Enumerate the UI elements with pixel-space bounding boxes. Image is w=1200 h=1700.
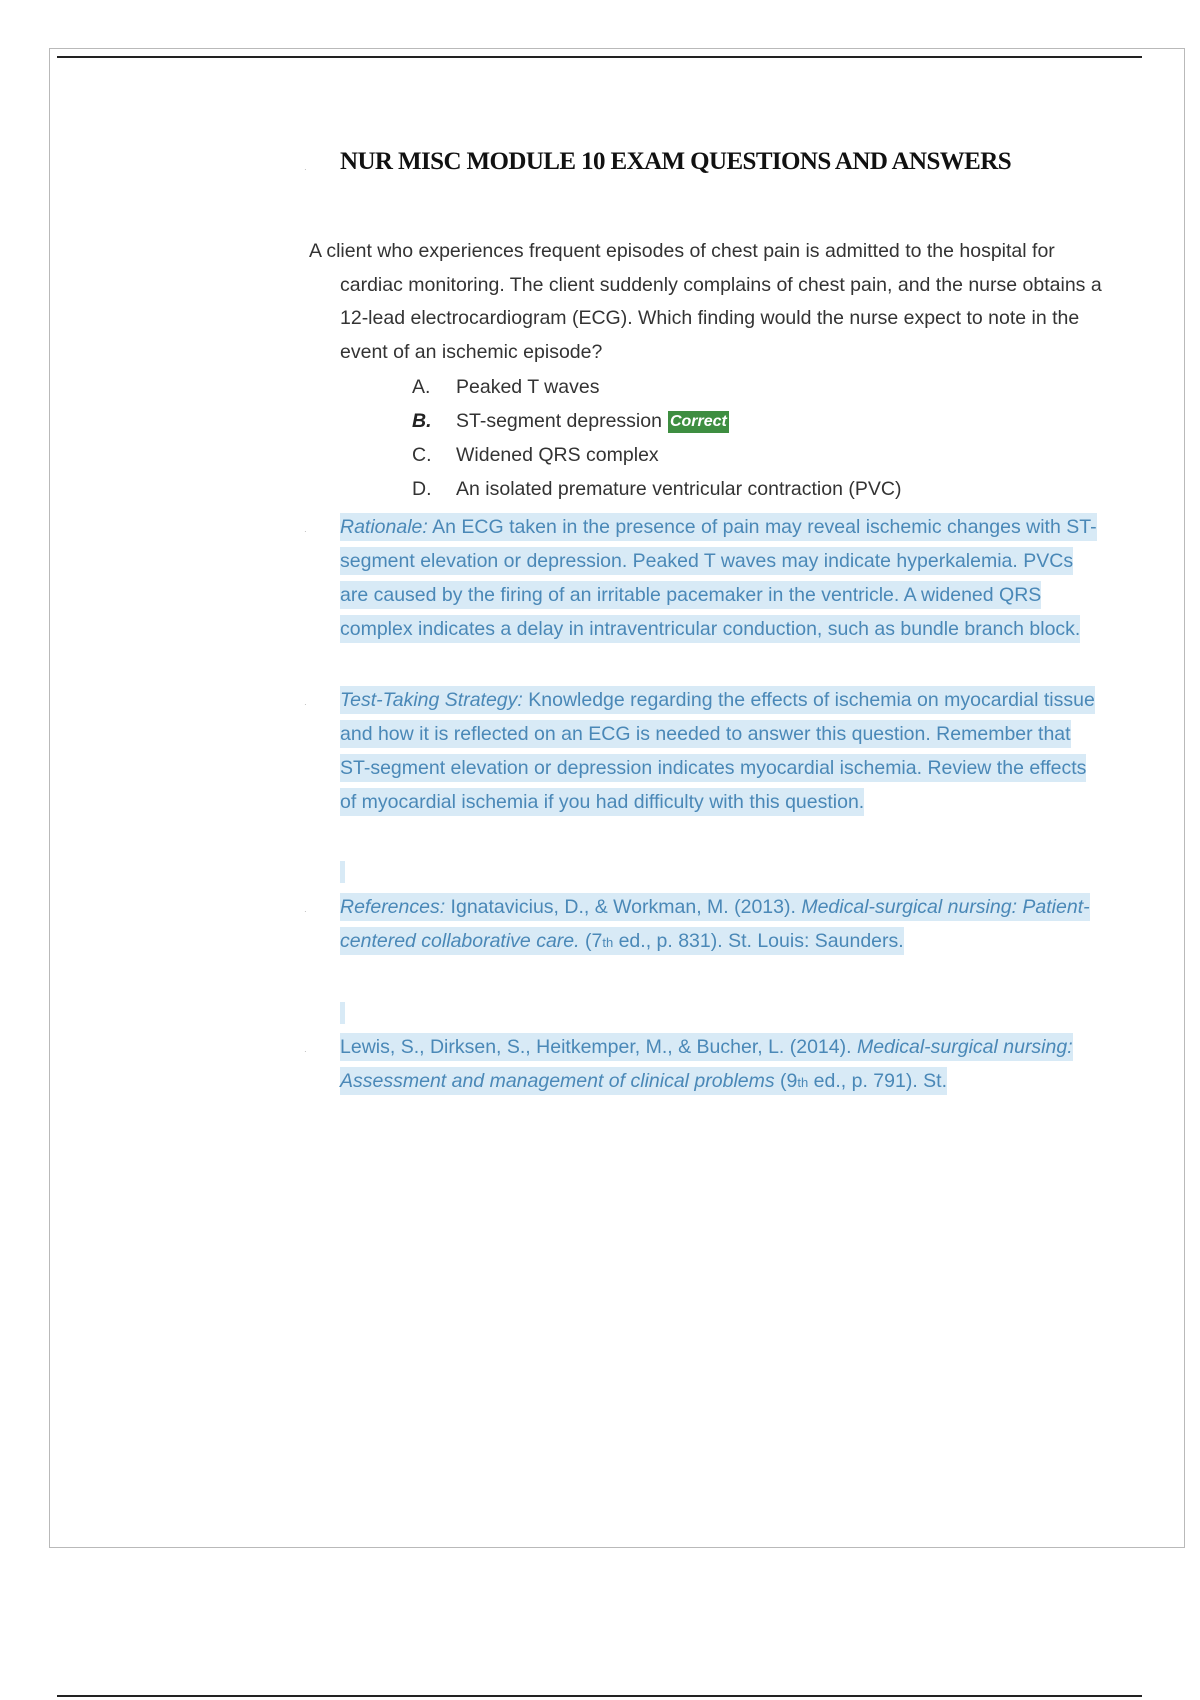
option-d[interactable] <box>412 472 1112 506</box>
strategy-block <box>340 683 1100 819</box>
reference-2-edition-suffix: th <box>797 1075 809 1090</box>
references-label: References: <box>340 896 446 918</box>
reference-2-authors: Lewis, S., Dirksen, S., Heitkemper, M., & Bucher, L. (2014). <box>340 1036 857 1058</box>
reference-1-edition-suffix: th <box>602 935 614 950</box>
reference-2 <box>340 1030 1100 1100</box>
reference-2-book: Medical-surgical nursing: Assessment and management of clinical problems <box>340 1036 1073 1092</box>
option-letter: C. <box>412 444 432 466</box>
list-bullet: · <box>304 165 307 174</box>
question-stem: A client who experiences frequent episodes of chest pain is admitted to the hospital for cardiac monitoring. The client suddenly complains of chest pain, and the nurse obtains a 12-lead electrocardiogram (ECG). Which finding would the nurse expect to note in the event of an ischemic episode? <box>309 240 1102 363</box>
option-b[interactable] <box>412 404 1112 438</box>
reference-2-tail: ed., p. 791). St. <box>808 1070 947 1092</box>
reference-1-book: Medical-surgical nursing: Patient-centered collaborative care. <box>340 896 1090 952</box>
list-bullet: · <box>304 527 307 536</box>
header-rule <box>57 56 1142 58</box>
option-c[interactable] <box>412 438 1112 472</box>
list-bullet: · <box>304 700 307 709</box>
strategy-text: Knowledge regarding the effects of ischemia on myocardial tissue and how it is reflected on an ECG is needed to answer this question. Remember that ST-segment elevation or depression indicates myocardial ischemia. Review the effects of myocardial ischemia if you had difficulty with this question. <box>340 689 1095 813</box>
option-letter: B. <box>412 410 432 432</box>
empty-paragraph-mark <box>340 1002 345 1024</box>
reference-1-authors: Ignatavicius, D., & Workman, M. (2013). <box>445 896 802 918</box>
option-letter: D. <box>412 478 432 500</box>
answer-options <box>412 370 1112 506</box>
option-a[interactable] <box>412 370 1112 404</box>
option-text-with-badge <box>456 404 729 438</box>
option-text: Widened QRS complex <box>456 444 659 466</box>
reference-1-tail: ed., p. 831). St. Louis: Saunders. <box>613 930 904 952</box>
list-bullet: · <box>304 907 307 916</box>
rationale-text: An ECG taken in the presence of pain may reveal ischemic changes with ST-segment elevation or depression. Peaked T waves may indicate hyperkalemia. PVCs are caused by the firing of an irritable pacemaker in the ventricle. A widened QRS complex indicates a delay in intraventricular conduction, such as bundle branch block. <box>340 516 1097 640</box>
correct-badge: Correct <box>668 411 729 433</box>
page-title: NUR MISC MODULE 10 EXAM QUESTIONS AND ANSWERS <box>340 148 1012 175</box>
rationale-label: Rationale: <box>340 516 428 538</box>
option-text: ST-segment depression <box>456 410 662 432</box>
strategy-label: Test-Taking Strategy: <box>340 689 523 711</box>
option-text: Peaked T waves <box>456 376 600 398</box>
option-text: An isolated premature ventricular contraction (PVC) <box>456 478 902 500</box>
reference-1 <box>340 890 1100 960</box>
empty-paragraph-mark <box>340 861 345 883</box>
reference-1-edition: (7 <box>579 930 603 952</box>
rationale-block <box>340 510 1100 646</box>
option-letter: A. <box>412 376 431 398</box>
footer-rule <box>57 1695 1142 1697</box>
reference-2-edition: (9 <box>774 1070 798 1092</box>
list-bullet: · <box>304 1047 307 1056</box>
